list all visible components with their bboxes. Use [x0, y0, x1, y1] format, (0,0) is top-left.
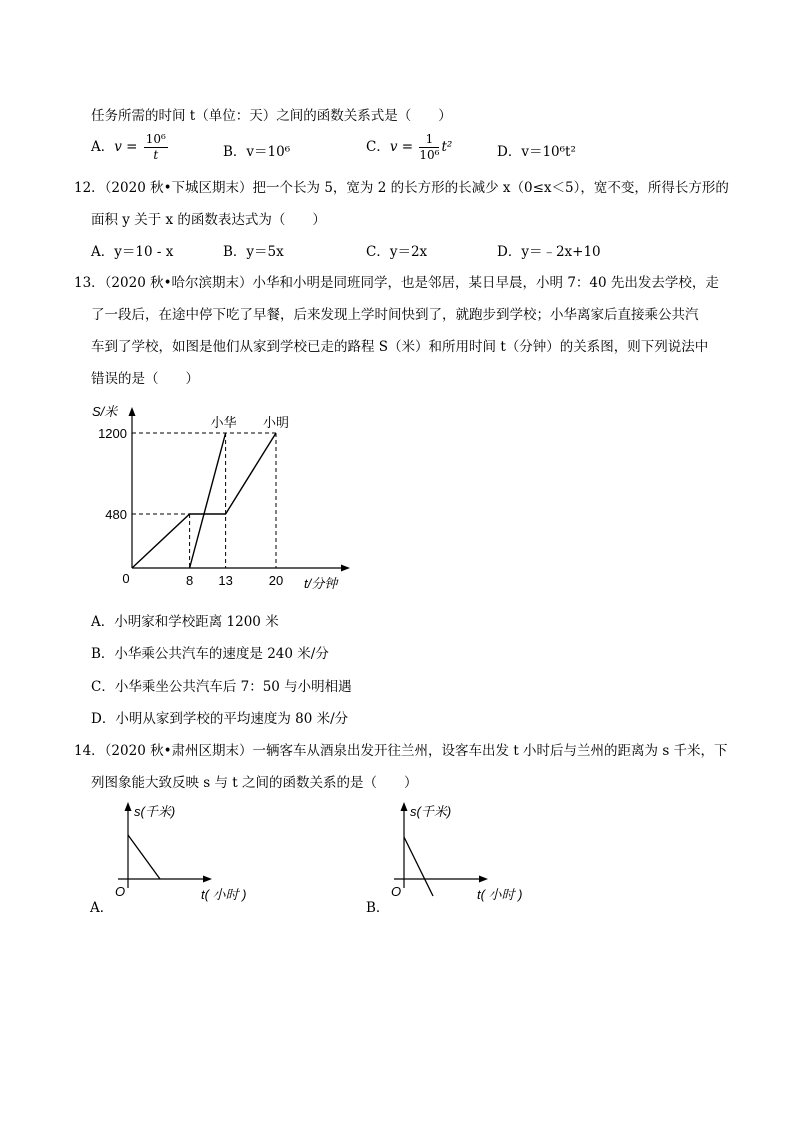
q13-line1: 13．（2020 秋•哈尔滨期末）小华和小明是同班同学，也是邻居，某日早晨，小明 7：40 先出发去学校，走: [74, 275, 719, 291]
q14-graph-a: [88, 800, 288, 916]
x-tick-label: 20: [268, 573, 284, 588]
graph-b-line: [404, 837, 433, 896]
distance-time-chart: [80, 395, 380, 600]
x-tick-label: 13: [218, 573, 233, 588]
y-axis-arrow: [129, 407, 136, 416]
graph-a-origin: O: [115, 884, 126, 899]
graph-b-origin: O: [391, 884, 402, 899]
q12-option-a: A．y＝10 - x: [91, 244, 174, 260]
q12-option-c: C．y＝2x: [366, 244, 428, 260]
x-tick-label: 8: [185, 573, 194, 588]
q12-line2: 面积 y 关于 x 的函数表达式为（ ）: [91, 212, 326, 228]
q11-option-a: A．v = $\frac{\text{10⁶}}{t}$: [91, 132, 166, 162]
y-tick-label: 1200: [98, 426, 127, 441]
q11-option-c: C．v = $\frac{1}{\text{10⁶}}$ t²: [366, 132, 453, 162]
graph-a-letter: A．: [90, 900, 114, 916]
graph-b-ylabel: s(千米): [410, 804, 452, 819]
q13-line2: 了一段后，在途中停下吃了早餐，后来发现上学时间快到了，就跑步到学校；小华离家后直接乘公共汽: [91, 307, 699, 323]
q11-option-b: B．v＝10⁶: [223, 144, 291, 160]
q13-option-a: A．小明家和学校距离 1200 米: [91, 614, 279, 630]
series-xiaohua-line: [190, 433, 226, 568]
graph-b-y-arrow: [401, 802, 408, 811]
graph-b-letter: B．: [366, 900, 390, 916]
graph-a-y-arrow: [125, 802, 132, 811]
series-label-xiaoming: 小明: [262, 415, 290, 430]
q13-option-d: D．小明从家到学校的平均速度为 80 米/分: [91, 711, 349, 727]
q14-line1: 14．（2020 秋•肃州区期末）一辆客车从酒泉出发开往兰州，设客车出发 t 小时后与兰州的距离为 s 千米，下: [74, 743, 728, 759]
graph-b-xlabel: t( 小时 ): [477, 887, 523, 902]
q13-option-c: C．小华乘坐公共汽车后 7：50 与小明相遇: [91, 679, 352, 695]
q14-graph-b: [364, 800, 564, 916]
q12-line1: 12．（2020 秋•下城区期末）把一个长为 5，宽为 2 的长方形的长减少 x（0≤x＜5），宽不变，所得长方形的: [74, 180, 729, 196]
y-axis-label: S/米: [92, 404, 118, 419]
x-axis-arrow: [341, 565, 350, 572]
graph-a-x-arrow: [203, 876, 212, 883]
graph-a-ylabel: s(千米): [134, 804, 176, 819]
series-xiaoming-line: [132, 433, 276, 568]
graph-a-xlabel: t( 小时 ): [201, 887, 247, 902]
q11-option-d: D．v＝10⁶t²: [497, 144, 576, 160]
q13-line4: 错误的是（ ）: [91, 371, 199, 387]
q13-line3: 车到了学校，如图是他们从家到学校已走的路程 S（米）和所用时间 t（分钟）的关系图，则下列说法中: [91, 339, 709, 355]
origin-label: 0: [122, 571, 130, 586]
x-axis-label: t/分钟: [304, 576, 338, 591]
q11-text: 任务所需的时间 t（单位：天）之间的函数关系式是（ ）: [91, 108, 452, 124]
y-tick-label: 480: [105, 507, 127, 522]
q13-option-b: B．小华乘公共汽车的速度是 240 米/分: [91, 646, 329, 662]
series-label-xiaohua: 小华: [210, 415, 237, 430]
q12-option-b: B．y＝5x: [223, 244, 284, 260]
graph-b-x-arrow: [479, 876, 488, 883]
graph-a-line: [128, 835, 160, 879]
q12-option-d: D．y＝﹣2x+10: [497, 244, 601, 260]
q14-line2: 列图象能大致反映 s 与 t 之间的函数关系的是（ ）: [91, 775, 418, 791]
